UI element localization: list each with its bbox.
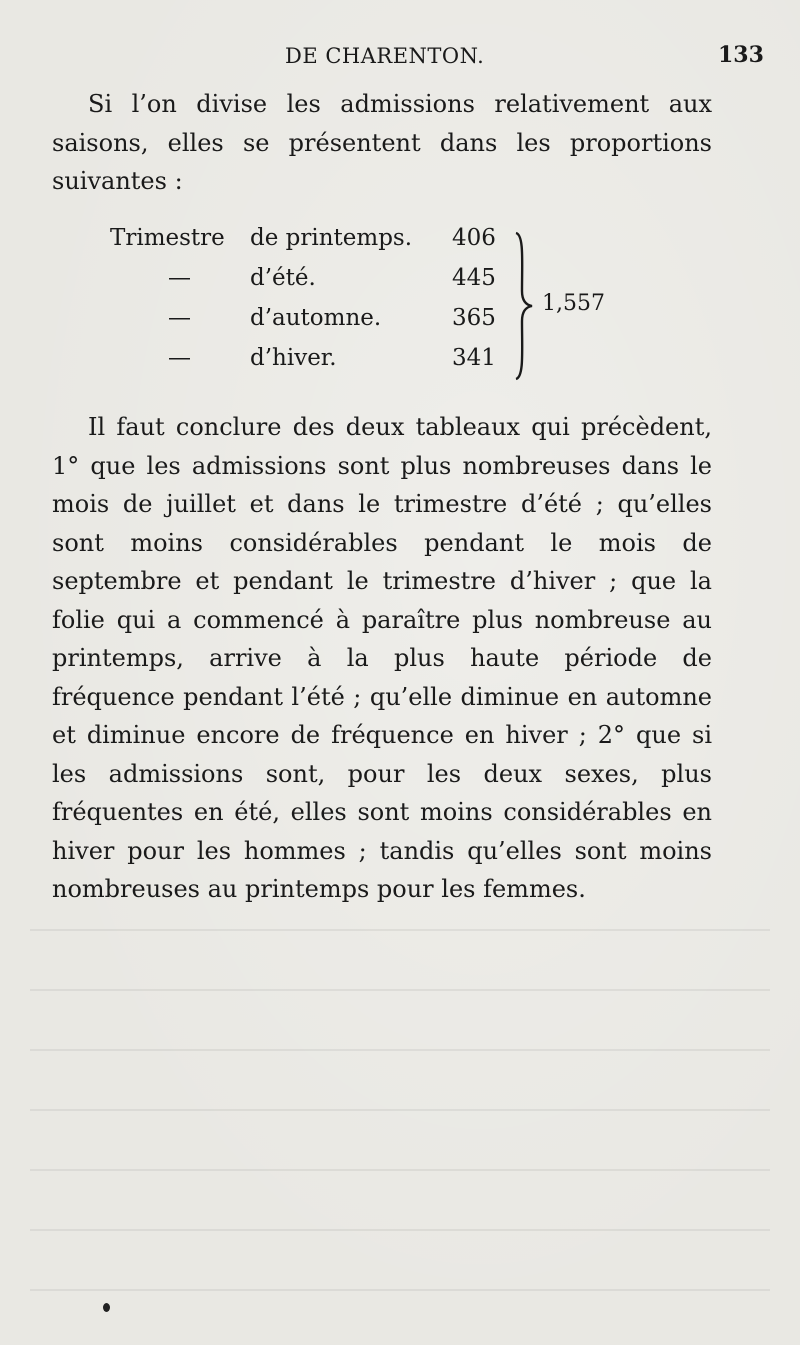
row-season: de printemps.	[250, 225, 413, 251]
running-head: DE CHARENTON.	[285, 44, 485, 68]
row-label: —	[168, 345, 191, 371]
conclusion-paragraph	[52, 408, 712, 909]
row-season: d’automne.	[250, 305, 382, 331]
table-row	[110, 305, 530, 343]
row-label: —	[168, 305, 191, 331]
page-number: 133	[718, 42, 764, 68]
row-value: 445	[452, 265, 496, 291]
brace-icon	[510, 231, 540, 381]
show-through-texture	[30, 910, 770, 1300]
row-value: 365	[452, 305, 496, 331]
seasonal-admissions-table	[110, 225, 650, 385]
page-header	[0, 40, 800, 80]
total-value: 1,557	[542, 291, 605, 316]
row-label: Trimestre	[110, 225, 225, 251]
intro-text: Si l’on divise les admissions relativement aux saisons, elles se présentent dans les proportions suivantes :	[52, 90, 712, 195]
conclusion-text: Il faut conclure des deux tableaux qui précèdent, 1° que les admissions sont plus nombreuses dans le mois de juillet et dans le trimestre d’été ; qu’elles sont moins considérables pendant le mois de septembre et pendant le trimestre d’hiver ; que la folie qui a commencé à paraître plus nombreuse au printemps, arrive à la plus haute période de fréquence pendant l’été ; qu’elle diminue en automne et diminue encore de fréquence en hiver ; 2° que si les admissions sont, pour les deux sexes, plus fréquentes en été, elles sont moins considérables en hiver pour les hommes ; tandis qu’elles sont moins nombreuses au printemps pour les femmes.	[52, 413, 712, 903]
row-label: —	[168, 265, 191, 291]
table-row	[110, 345, 530, 383]
table-row	[110, 265, 530, 303]
row-value: 406	[452, 225, 496, 251]
row-value: 341	[452, 345, 496, 371]
intro-paragraph	[52, 85, 712, 201]
table-row	[110, 225, 530, 263]
row-season: d’hiver.	[250, 345, 337, 371]
ink-spot	[103, 1303, 110, 1312]
row-season: d’été.	[250, 265, 316, 291]
